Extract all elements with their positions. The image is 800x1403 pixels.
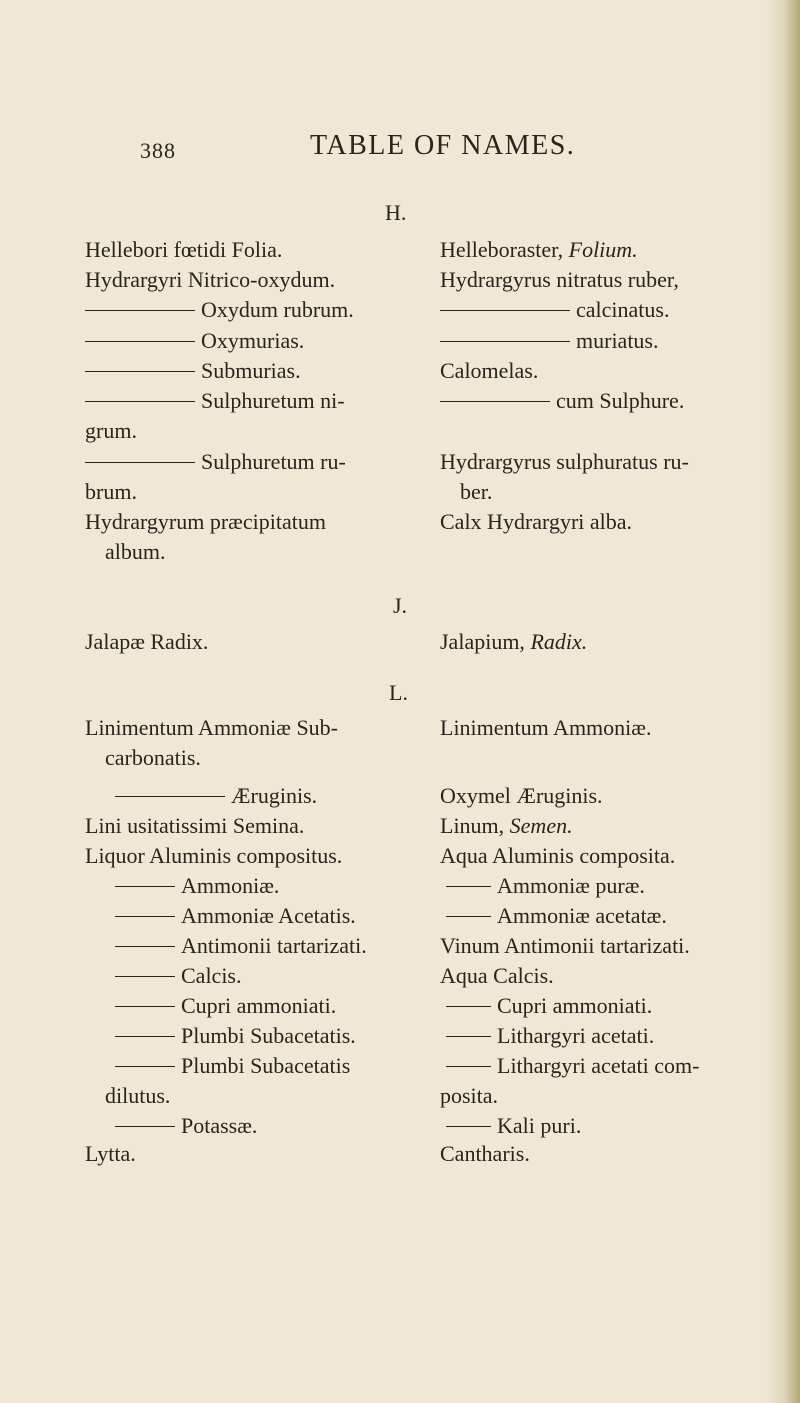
ditto-rule: [115, 946, 175, 947]
list-item: [446, 1022, 654, 1050]
list-item: Hydrargyrus sulphuratus ru-: [440, 449, 689, 474]
entry-text: Potassæ.: [181, 1113, 258, 1138]
list-item: [85, 357, 301, 385]
list-item: grum.: [85, 418, 137, 443]
list-item: [440, 236, 638, 264]
list-item: Linimentum Ammoniæ Sub-: [85, 715, 339, 740]
section-letter-h: H.: [385, 200, 407, 225]
section-letter-l: L.: [389, 680, 408, 705]
entry-text: Submurias.: [201, 358, 301, 383]
list-item: Calx Hydrargyri alba.: [440, 509, 633, 534]
list-item: Aqua Aluminis composita.: [440, 843, 676, 868]
entry-text: Oxydum rubrum.: [201, 297, 354, 322]
list-item: Linimentum Ammoniæ.: [440, 715, 652, 740]
list-item: [440, 296, 669, 324]
list-item: posita.: [440, 1083, 499, 1108]
ditto-rule: [115, 916, 175, 917]
entry-text: cum Sulphure.: [556, 388, 685, 413]
running-title: TABLE OF NAMES.: [310, 130, 576, 161]
entry-text: Antimonii tartarizati.: [181, 933, 367, 958]
list-item: [115, 1112, 257, 1140]
entry-italic: Semen.: [509, 813, 573, 838]
entry-italic: Radix.: [530, 629, 588, 654]
ditto-rule: [440, 401, 550, 402]
entry-text: Lithargyri acetati.: [497, 1023, 655, 1048]
list-item: brum.: [85, 479, 137, 504]
ditto-rule: [446, 1036, 491, 1037]
list-item: [446, 1052, 699, 1080]
ditto-rule: [115, 886, 175, 887]
page-number: 388: [140, 138, 176, 163]
ditto-rule: [85, 462, 195, 463]
ditto-rule: [115, 1006, 175, 1007]
entry-italic: Folium.: [568, 237, 638, 262]
list-item: [440, 812, 573, 840]
entry-text: Ammoniæ acetatæ.: [497, 903, 667, 928]
ditto-rule: [85, 401, 195, 402]
entry-text: muriatus.: [576, 328, 659, 353]
list-item: Lytta.: [85, 1141, 136, 1166]
list-item: Jalapæ Radix.: [85, 629, 209, 654]
list-item: [115, 872, 279, 900]
list-item: [440, 628, 587, 656]
entry-text: Lithargyri acetati com-: [497, 1053, 700, 1078]
list-item: [115, 992, 336, 1020]
list-item: [446, 1112, 581, 1140]
ditto-rule: [85, 341, 195, 342]
entry-text: Cupri ammoniati.: [497, 993, 653, 1018]
entry-text: Sulphuretum ru-: [201, 449, 346, 474]
ditto-rule: [440, 310, 570, 311]
entry-text: Ammoniæ puræ.: [497, 873, 645, 898]
entry-text: Cupri ammoniati.: [181, 993, 337, 1018]
page-edge: [766, 0, 800, 1403]
entry-text: Calcis.: [181, 963, 242, 988]
entry-text: Kali puri.: [497, 1113, 582, 1138]
list-item: Hellebori fœtidi Folia.: [85, 237, 283, 262]
list-item: Hydrargyri Nitrico-oxydum.: [85, 267, 336, 292]
entry-text: Jalapium,: [440, 629, 531, 654]
list-item: Lini usitatissimi Semina.: [85, 813, 305, 838]
entry-text: Linum,: [440, 813, 510, 838]
list-item: Aqua Calcis.: [440, 963, 554, 988]
list-item: [115, 902, 356, 930]
list-item: Hydrargyrum præcipitatum: [85, 509, 326, 534]
entry-text: Plumbi Subacetatis.: [181, 1023, 356, 1048]
ditto-rule: [115, 1066, 175, 1067]
entry-text: Plumbi Subacetatis: [181, 1053, 351, 1078]
list-item: [115, 962, 242, 990]
list-item: carbonatis.: [105, 745, 201, 770]
list-item: Cantharis.: [440, 1141, 530, 1166]
list-item: [115, 1022, 356, 1050]
list-item: Oxymel Æruginis.: [440, 783, 603, 808]
ditto-rule: [85, 310, 195, 311]
entry-text: Æruginis.: [231, 783, 318, 808]
list-item: [85, 296, 354, 324]
ditto-rule: [446, 1066, 491, 1067]
ditto-rule: [446, 916, 491, 917]
entry-text: Helleboraster,: [440, 237, 569, 262]
ditto-rule: [115, 1036, 175, 1037]
list-item: [440, 327, 659, 355]
ditto-rule: [446, 1126, 491, 1127]
list-item: dilutus.: [105, 1083, 171, 1108]
list-item: [446, 872, 645, 900]
ditto-rule: [115, 976, 175, 977]
list-item: Hydrargyrus nitratus ruber,: [440, 267, 679, 292]
entry-text: Ammoniæ Acetatis.: [181, 903, 356, 928]
list-item: album.: [105, 539, 166, 564]
list-item: [85, 387, 345, 415]
ditto-rule: [115, 1126, 175, 1127]
ditto-rule: [446, 886, 491, 887]
entry-text: Oxymurias.: [201, 328, 305, 353]
ditto-rule: [440, 341, 570, 342]
list-item: Liquor Aluminis compositus.: [85, 843, 343, 868]
entry-text: calcinatus.: [576, 297, 670, 322]
list-item: Calomelas.: [440, 358, 539, 383]
list-item: [115, 932, 367, 960]
list-item: [115, 1052, 350, 1080]
ditto-rule: [115, 796, 225, 797]
list-item: [115, 782, 317, 810]
list-item: Vinum Antimonii tartarizati.: [440, 933, 690, 958]
entry-text: Sulphuretum ni-: [201, 388, 345, 413]
ditto-rule: [446, 1006, 491, 1007]
list-item: [85, 327, 304, 355]
section-letter-j: J.: [393, 593, 408, 618]
entry-text: Ammoniæ.: [181, 873, 280, 898]
ditto-rule: [85, 371, 195, 372]
list-item: [440, 387, 684, 415]
list-item: ber.: [460, 479, 493, 504]
list-item: [85, 448, 346, 476]
page-header: [0, 130, 800, 170]
list-item: [446, 902, 667, 930]
list-item: [446, 992, 652, 1020]
